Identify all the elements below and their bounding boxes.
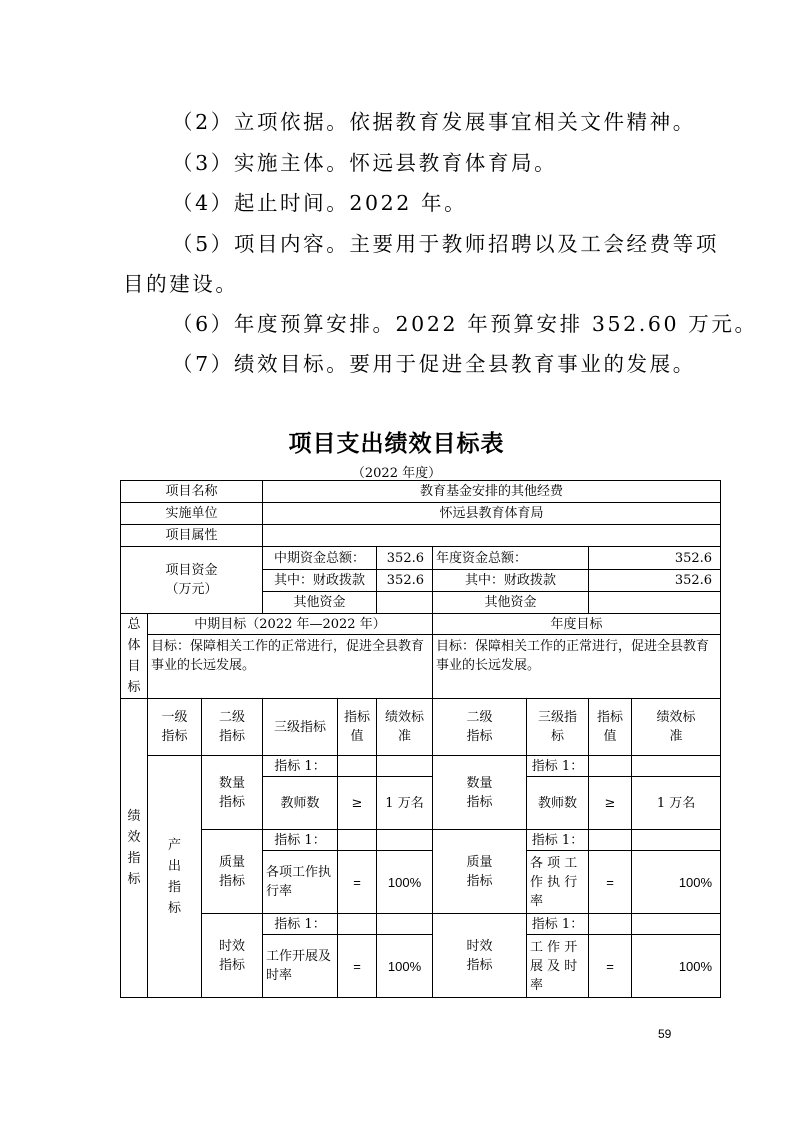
header-line: 指标 — [161, 729, 188, 744]
cell-line: 指标 — [466, 794, 493, 810]
header-line: 准 — [397, 729, 411, 744]
empty-cell — [377, 756, 433, 777]
quality-level3: 各项工作执行率 — [263, 851, 338, 914]
output-label-char: 产 — [167, 837, 181, 853]
table-row — [121, 914, 721, 935]
empty-cell — [632, 830, 721, 851]
empty-cell — [338, 914, 377, 935]
output-label-char: 标 — [167, 900, 181, 916]
quality-operator-year: = — [589, 851, 632, 914]
header-line: 标 — [550, 729, 564, 744]
overall-label-char: 体 — [127, 638, 141, 653]
empty-cell — [632, 914, 721, 935]
cell-line: 指标 — [218, 873, 245, 889]
mid-fiscal-label: 其中：财政拨款 — [263, 570, 377, 592]
header-line: 指标 — [596, 710, 623, 725]
indicator-label: 指标 1： — [527, 756, 589, 777]
year-total-value: 352.6 — [589, 547, 721, 570]
empty-cell — [589, 830, 632, 851]
cell-line: 指标 — [218, 957, 245, 973]
year-target-text: 目标：保障相关工作的正常进行，促进全县教育事业的长远发展。 — [433, 635, 721, 699]
year-total-label: 年度资金总额： — [433, 547, 589, 570]
table-row — [121, 481, 721, 503]
quantity-level2 — [202, 756, 263, 830]
perf-label-char: 效 — [127, 830, 141, 845]
year-other-label: 其他资金 — [433, 592, 589, 614]
timeliness-standard: 100% — [377, 935, 433, 998]
performance-indicator-label — [121, 699, 148, 998]
empty-cell — [589, 914, 632, 935]
header-line: 三级指 — [537, 710, 577, 725]
header-line: 准 — [669, 729, 683, 744]
attribute-label: 项目属性 — [121, 525, 263, 547]
quality-level2 — [202, 830, 263, 914]
header-line: 指标 — [466, 729, 493, 744]
quantity-operator-year: ≥ — [589, 777, 632, 830]
header-line: 指标 — [218, 729, 245, 744]
timeliness-level2-year — [433, 914, 527, 998]
page-number: 59 — [658, 1027, 672, 1041]
quality-standard: 100% — [377, 851, 433, 914]
year-other-value — [589, 592, 721, 614]
header-level2-year — [433, 699, 527, 756]
year-fiscal-value: 352.6 — [589, 570, 721, 592]
output-label-char: 指 — [167, 879, 181, 895]
table-row — [121, 635, 721, 699]
cell-line: 数量 — [466, 775, 493, 791]
header-standard-year — [632, 699, 721, 756]
timeliness-operator-year: = — [589, 935, 632, 998]
performance-target-table — [120, 480, 721, 998]
paragraph-period: （4）起止时间。2022 年。 — [172, 191, 468, 215]
table-row — [121, 830, 721, 851]
quality-standard-year: 100% — [632, 851, 721, 914]
attribute-value — [263, 525, 721, 547]
cell-line: 数量 — [218, 775, 245, 791]
mid-target-text: 目标：保障相关工作的正常进行，促进全县教育事业的长远发展。 — [148, 635, 433, 699]
cell-line: 时效 — [218, 938, 245, 954]
cell-line: 指标 — [218, 794, 245, 810]
overall-label-char: 总 — [127, 617, 141, 632]
quality-level2-year — [433, 830, 527, 914]
cell-line: 指标 — [466, 873, 493, 889]
table-row — [121, 547, 721, 570]
timeliness-operator: = — [338, 935, 377, 998]
header-standard — [377, 699, 433, 756]
timeliness-standard-year: 100% — [632, 935, 721, 998]
header-line: 二级 — [466, 710, 493, 725]
empty-cell — [377, 830, 433, 851]
project-name-value: 教育基金安排的其他经费 — [263, 481, 721, 503]
funds-label-line2: （万元） — [165, 582, 218, 597]
mid-total-value: 352.6 — [377, 547, 433, 570]
timeliness-level3: 工作开展及时率 — [263, 935, 338, 998]
mid-other-label: 其他资金 — [263, 592, 377, 614]
perf-label-char: 指 — [127, 851, 141, 866]
quantity-standard: 1 万名 — [377, 777, 433, 830]
table-row — [121, 614, 721, 635]
indicator-label: 指标 1： — [263, 756, 338, 777]
unit-label: 实施单位 — [121, 503, 263, 525]
header-value — [338, 699, 377, 756]
table-row — [121, 525, 721, 547]
output-label-char: 出 — [167, 858, 181, 874]
year-fiscal-label: 其中：财政拨款 — [433, 570, 589, 592]
header-line: 值 — [350, 729, 364, 744]
empty-cell — [589, 756, 632, 777]
timeliness-level2 — [202, 914, 263, 998]
quality-level3-year: 各 项 工 作 执 行 率 — [527, 851, 589, 914]
header-line: 绩效标 — [656, 710, 696, 725]
header-line: 值 — [603, 729, 617, 744]
header-level3: 三级指标 — [263, 699, 338, 756]
mid-fiscal-value: 352.6 — [377, 570, 433, 592]
table-title: 项目支出绩效目标表 — [288, 431, 505, 457]
cell-line: 质量 — [466, 854, 493, 870]
mid-target-header: 中期目标（2022 年—2022 年） — [148, 614, 433, 635]
cell-line: 质量 — [218, 854, 245, 870]
quantity-operator: ≥ — [338, 777, 377, 830]
perf-label-char: 标 — [127, 872, 141, 887]
paragraph-content: （5）项目内容。主要用于教师招聘以及工会经费等项 — [172, 232, 719, 256]
overall-label-char: 标 — [127, 680, 141, 695]
funds-label — [121, 547, 263, 614]
empty-cell — [632, 756, 721, 777]
header-level1 — [148, 699, 202, 756]
indicator-label: 指标 1： — [527, 830, 589, 851]
year-target-header: 年度目标 — [433, 614, 721, 635]
paragraph-goal: （7）绩效目标。要用于促进全县教育事业的发展。 — [172, 352, 696, 376]
header-value-year — [589, 699, 632, 756]
empty-cell — [338, 830, 377, 851]
funds-label-line1: 项目资金 — [165, 563, 218, 578]
indicator-label: 指标 1： — [263, 914, 338, 935]
cell-line: 指标 — [466, 957, 493, 973]
overall-label-char: 目 — [127, 659, 141, 674]
paragraph-budget: （6）年度预算安排。2022 年预算安排 352.60 万元。 — [172, 312, 758, 336]
quality-operator: = — [338, 851, 377, 914]
quantity-level3: 教师数 — [263, 777, 338, 830]
empty-cell — [377, 914, 433, 935]
paragraph-content-continued: 目的建设。 — [123, 272, 239, 296]
header-line: 一级 — [161, 710, 188, 725]
paragraph-implementer: （3）实施主体。怀远县教育体育局。 — [172, 151, 558, 175]
empty-cell — [338, 756, 377, 777]
header-level3-year — [527, 699, 589, 756]
overall-target-label — [121, 614, 148, 699]
header-level2 — [202, 699, 263, 756]
quantity-standard-year: 1 万名 — [632, 777, 721, 830]
output-indicator-label — [148, 756, 202, 998]
table-row — [121, 503, 721, 525]
cell-line: 时效 — [466, 938, 493, 954]
timeliness-level3-year: 工 作 开 展 及 时 率 — [527, 935, 589, 998]
unit-value: 怀远县教育体育局 — [263, 503, 721, 525]
indicator-label: 指标 1： — [527, 914, 589, 935]
table-row — [121, 699, 721, 756]
table-subtitle: （2022 年度） — [351, 466, 442, 481]
quantity-level3-year: 教师数 — [527, 777, 589, 830]
perf-label-char: 绩 — [127, 809, 141, 824]
paragraph-basis: （2）立项依据。依据教育发展事宜相关文件精神。 — [172, 110, 696, 134]
project-name-label: 项目名称 — [121, 481, 263, 503]
table-row — [121, 756, 721, 777]
mid-other-value — [377, 592, 433, 614]
header-line: 二级 — [218, 710, 245, 725]
header-line: 指标 — [343, 710, 370, 725]
header-line: 绩效标 — [384, 710, 424, 725]
indicator-label: 指标 1： — [263, 830, 338, 851]
mid-total-label: 中期资金总额： — [263, 547, 377, 570]
quantity-level2-year — [433, 756, 527, 830]
